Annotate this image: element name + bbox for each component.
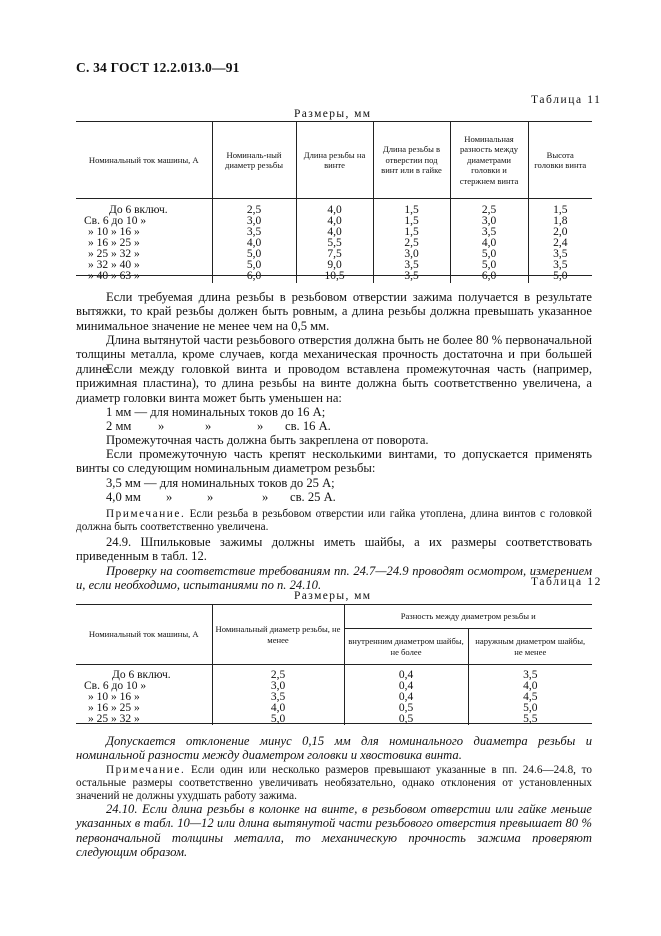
table-cell: 6,0 <box>450 271 528 283</box>
table-cell: » 40 » 63 » <box>76 271 212 283</box>
note-label: Примечание. <box>106 764 186 776</box>
table-row <box>76 665 592 682</box>
table-cell: 7,5 <box>296 249 373 260</box>
table-cell: 3,5 <box>553 248 568 260</box>
table-11-header-hole-length: Длина резьбы в отверстии под винт или в гайке <box>373 122 450 199</box>
table-row <box>76 271 592 283</box>
table-11-bottom-rule <box>76 275 592 276</box>
table-row <box>76 199 592 217</box>
table-cell: До 6 включ. <box>76 665 212 682</box>
table-cell: 5,0 <box>553 270 568 282</box>
table-cell: 0,5 <box>344 714 468 725</box>
paragraph-24-10: 24.10. Если длина резьбы в колонке на винте, в резьбовом отверстии или гайке меньше указанных в табл. 10—12 или длина вытянутой части резьбового отверстия превышает 80 % первоначальной толщины металла, то механическую прочность зажима проверяют следующим образом. <box>76 802 592 860</box>
table-cell: 4,0 <box>296 227 373 238</box>
table-12-header-outer: наружным диаметром шайбы, не менее <box>468 629 592 665</box>
table-12-header-group: Разность между диаметром резьбы и <box>344 605 592 629</box>
table-cell: 4,5 <box>523 691 538 703</box>
list-item-3-5mm: 3,5 мм — для номинальных токов до 25 А; <box>106 476 335 490</box>
paragraph-tolerance: Допускается отклонение минус 0,15 мм для номинального диаметра резьбы и номинальной разности между диаметром головки и хвостовика винта. <box>76 734 592 763</box>
list-item-2mm-size: 2 мм <box>106 419 132 433</box>
note-label: Примечание. <box>106 508 186 520</box>
table-cell: 2,0 <box>553 226 568 238</box>
table-cell: 4,0 <box>212 238 296 249</box>
table-cell: » 32 » 40 » <box>76 260 212 271</box>
paragraph-verification: Проверку на соответствие требованиям пп. 24.7—24.9 проводят осмотром, измерением и, если необходимо, испытаниями по п. 24.10. <box>76 564 592 593</box>
list-item-2mm-limit: св. 16 А. <box>285 419 331 433</box>
list-item-4mm-limit: св. 25 А. <box>290 490 336 504</box>
paragraph-intermediate-part: Если между головкой винта и проводом вставлена промежуточная часть (например, прижимная пластина), то длина резьбы на винте должна быть соответственно увеличена, а диаметр головки винта может быть уменьшен на: <box>76 362 592 405</box>
table-12-header-current: Номинальный ток машины, А <box>76 605 212 665</box>
table-cell: Св. 6 до 10 » <box>76 681 212 692</box>
table-cell: 1,8 <box>553 215 568 227</box>
table-cell: 2,5 <box>212 199 296 217</box>
ditto-mark: » <box>257 419 264 433</box>
paragraph-drawn-part: Длина вытянутой части резьбового отверстия должна быть не более 80 % первоначальной толщины металла, кроме случаев, когда механическая прочность достаточна и при большей длине. <box>76 333 592 376</box>
table-12-bottom-rule <box>76 723 592 724</box>
table-row <box>76 681 592 692</box>
table-cell: 2,4 <box>553 237 568 249</box>
paragraph-thread-drawing: Если требуемая длина резьбы в резьбовом отверстии зажима получается в результате вытяжки, то край резьбы должен быть ровным, а длина резьбы должна превышать указанное минимальное значение не менее чем на 0,5 мм. <box>76 290 592 333</box>
list-item-4mm-size: 4,0 мм <box>106 490 141 504</box>
ditto-mark: » <box>166 490 173 504</box>
table-cell: 4,0 <box>523 680 538 692</box>
table-cell: 1,5 <box>373 227 450 238</box>
table-11-caption: Таблица 11 <box>531 94 602 106</box>
table-cell: 0,5 <box>344 703 468 714</box>
table-cell: 3,5 <box>212 227 296 238</box>
table-cell: 0,4 <box>344 692 468 703</box>
ditto-mark: » <box>262 490 269 504</box>
ditto-mark: » <box>205 419 212 433</box>
table-cell: 0,4 <box>344 665 468 682</box>
ditto-mark: » <box>207 490 214 504</box>
table-cell: Св. 6 до 10 » <box>76 216 212 227</box>
table-cell: 3,5 <box>373 271 450 283</box>
table-cell: 5,0 <box>450 260 528 271</box>
table-cell: 3,5 <box>450 227 528 238</box>
table-cell: 9,0 <box>296 260 373 271</box>
table-11-header-screw-length: Длина резьбы на винте <box>296 122 373 199</box>
note-text: Если резьба в резьбовом отверстии или гайка утоплена, длина винтов с головкой должна быть соответственно увеличена. <box>76 508 592 533</box>
table-cell: 1,5 <box>373 216 450 227</box>
table-cell: » 25 » 32 » <box>76 714 212 725</box>
table-cell: До 6 включ. <box>76 199 212 217</box>
table-cell: 6,0 <box>212 271 296 283</box>
table-cell: 3,0 <box>212 681 344 692</box>
table-cell: 4,0 <box>296 199 373 217</box>
table-cell: 1,5 <box>553 204 568 216</box>
table-cell: » 10 » 16 » <box>76 692 212 703</box>
table-12-units: Размеры, мм <box>294 590 372 602</box>
table-cell: 2,5 <box>373 238 450 249</box>
table-11-header-current: Номинальный ток машины, А <box>76 122 212 199</box>
table-12-header-diameter: Номинальный диаметр резьбы, не менее <box>212 605 344 665</box>
note-exceeding-sizes <box>76 764 592 803</box>
table-row <box>76 703 592 714</box>
table-cell: 3,5 <box>523 669 538 681</box>
table-row <box>76 692 592 703</box>
table-cell: 2,5 <box>450 199 528 217</box>
table-cell: » 16 » 25 » <box>76 703 212 714</box>
table-12-header-inner: внутренним диаметром шайбы, не более <box>344 629 468 665</box>
ditto-mark: » <box>158 419 165 433</box>
table-cell: 5,0 <box>450 249 528 260</box>
table-11-header-diameter: Номиналь-ный диаметр резьбы <box>212 122 296 199</box>
table-cell: 5,0 <box>212 714 344 725</box>
table-cell: 3,0 <box>450 216 528 227</box>
table-cell: 3,5 <box>212 692 344 703</box>
table-12-caption: Таблица 12 <box>531 576 602 588</box>
note-text: Если один или несколько размеров превышают указанные в пп. 24.6—24.8, то остальные размеры соответственно увеличивать необязательно, однако отклонения от установленных значений не должны ухудшать работу зажима. <box>76 764 592 802</box>
table-11-header-difference: Номинальная разность между диаметрами головки и стержнем винта <box>450 122 528 199</box>
table-cell: 3,5 <box>553 259 568 271</box>
table-11 <box>76 121 592 283</box>
table-12 <box>76 604 592 725</box>
table-cell: » 25 » 32 » <box>76 249 212 260</box>
table-cell: 0,4 <box>344 681 468 692</box>
table-cell: 10,5 <box>296 271 373 283</box>
note-recessed-thread <box>76 508 592 534</box>
table-11-units: Размеры, мм <box>294 108 372 120</box>
table-cell: 1,5 <box>373 199 450 217</box>
table-cell: 4,0 <box>450 238 528 249</box>
table-cell: 3,0 <box>373 249 450 260</box>
table-cell: 3,0 <box>212 216 296 227</box>
page-header: С. 34 ГОСТ 12.2.013.0—91 <box>76 60 240 75</box>
paragraph-fixed-rotation: Промежуточная часть должна быть закреплена от поворота. <box>106 433 429 447</box>
paragraph-24-9: 24.9. Шпильковые зажимы должны иметь шайбы, а их размеры соответствовать приведенным в табл. 12. <box>76 535 592 564</box>
table-cell: 5,5 <box>523 713 538 725</box>
table-cell: 5,0 <box>523 702 538 714</box>
table-11-header-head-height: Высота головки винта <box>528 122 592 199</box>
table-cell: 3,5 <box>373 260 450 271</box>
list-item-1mm: 1 мм — для номинальных токов до 16 А; <box>106 405 326 419</box>
table-cell: 5,0 <box>212 260 296 271</box>
table-cell: 4,0 <box>296 216 373 227</box>
table-cell: 2,5 <box>212 665 344 682</box>
table-cell: 5,0 <box>212 249 296 260</box>
table-cell: 5,5 <box>296 238 373 249</box>
table-cell: » 16 » 25 » <box>76 238 212 249</box>
paragraph-several-screws: Если промежуточную часть крепят несколькими винтами, то допускается применять винты со следующим номинальным диаметром резьбы: <box>76 447 592 476</box>
table-cell: 4,0 <box>212 703 344 714</box>
table-cell: » 10 » 16 » <box>76 227 212 238</box>
